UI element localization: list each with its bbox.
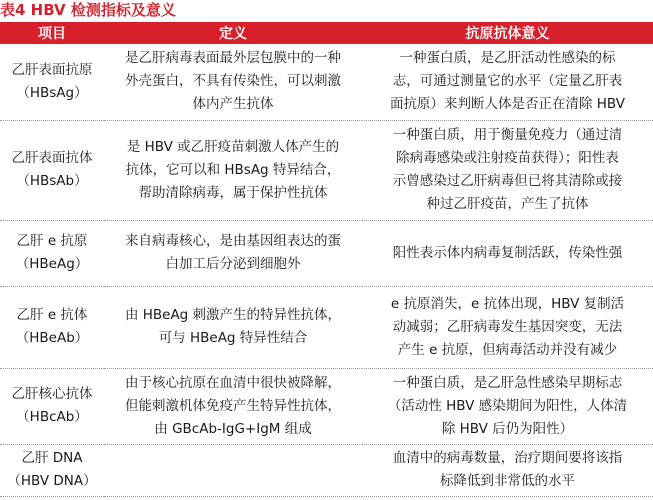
definition-line: 是 HBV 或乙肝疫苗刺激人体产生的 [126, 138, 340, 155]
table-caption: 表4 HBV 检测指标及意义 [0, 1, 176, 19]
item-line: 乙肝表面抗体 [11, 150, 93, 166]
meaning-line: e 抗原消失，e 抗体出现，HBV 复制活 [390, 295, 625, 312]
cell-definition [104, 444, 362, 496]
cell-definition [104, 44, 362, 120]
cell-item [0, 220, 104, 286]
definition-line: 由于核心抗原在血清中很快被降解， [125, 374, 341, 391]
cell-meaning [362, 220, 653, 286]
cell-meaning [362, 444, 653, 496]
meaning-line: 一种蛋白质，用于衡量免疫力（通过清 [392, 127, 623, 143]
definition-line: 体内产生抗体 [192, 96, 274, 113]
meaning-line: 志，可通过测量它的水平（定量乙肝表 [392, 73, 623, 90]
table-row [0, 444, 653, 496]
table-row [0, 286, 653, 368]
definition-line: 由 GBcAb-IgG+IgM 组成 [154, 420, 312, 437]
cell-item [0, 368, 104, 444]
cell-meaning [362, 120, 653, 220]
item-line: （HBV DNA） [7, 473, 97, 489]
definition-line: 来自病毒核心，是由基因组表达的蛋 [125, 233, 341, 249]
table-row [0, 368, 653, 444]
definition-line: 是乙肝病毒表面最外层包膜中的一种 [125, 50, 341, 67]
meaning-line: 一种蛋白质，是乙肝急性感染早期标志 [392, 374, 623, 391]
table-row [0, 220, 653, 286]
definition-line: 由 HBeAg 刺激产生的特异性抗体， [124, 307, 342, 323]
meaning-line: 面抗原）来判断人体是否正在清除 HBV [389, 96, 626, 113]
header-row [0, 22, 653, 44]
definition-line: 帮助清除病毒，属于保护性抗体 [138, 184, 328, 201]
meaning-line: 种过乙肝疫苗，产生了抗体 [426, 196, 589, 212]
item-line: （HBcAb） [16, 409, 88, 425]
item-line: 乙肝 e 抗体 [16, 307, 88, 323]
meaning-line: 产生 e 抗原，但病毒活动并没有减少 [397, 341, 618, 358]
definition-line: 可与 HBeAg 特异性结合 [158, 330, 308, 346]
cell-meaning [362, 286, 653, 368]
cell-item [0, 286, 104, 368]
header-definition: 定义 [104, 22, 362, 44]
cell-definition [104, 368, 362, 444]
definition-line: 抗体，它可以和 HBsAg 特异结合， [125, 161, 341, 178]
meaning-line: 示曾感染过乙肝病毒但已将其清除或接 [392, 173, 623, 189]
item-line: 乙肝 e 抗原 [16, 233, 88, 249]
header-item: 项目 [0, 22, 104, 44]
hbv-markers-table [0, 22, 653, 497]
cell-meaning [362, 44, 653, 120]
cell-definition [104, 120, 362, 220]
item-line: 乙肝 DNA [21, 450, 83, 466]
cell-meaning [362, 368, 653, 444]
cell-definition [104, 220, 362, 286]
meaning-line: 动减弱；乙肝病毒发生基因突变，无法 [392, 318, 623, 335]
cell-item [0, 44, 104, 120]
item-line: （HBeAg） [15, 256, 89, 272]
meaning-line: 阳性表示体内病毒复制活跃，传染性强 [392, 244, 623, 261]
meaning-line: 一种蛋白质，是乙肝活动性感染的标 [399, 50, 616, 67]
table-row [0, 120, 653, 220]
meaning-line: 除病毒感染或注射疫苗获得）；阳性表 [396, 150, 619, 166]
cell-item [0, 444, 104, 496]
definition-line: 白加工后分泌到细胞外 [165, 256, 301, 272]
item-line: （HBsAb） [16, 173, 88, 189]
definition-line: 外壳蛋白，不具有传染性，可以刺激 [125, 73, 341, 90]
item-line: （HBsAg） [16, 84, 88, 101]
table-row [0, 44, 653, 120]
meaning-line: （活动性 HBV 感染期间为阳性，人体清 [387, 397, 628, 414]
meaning-line: 除 HBV 后仍为阳性） [441, 420, 574, 437]
item-line: 乙肝表面抗原 [11, 61, 93, 78]
item-line: （HBeAb） [15, 330, 89, 346]
cell-definition [104, 286, 362, 368]
item-line: 乙肝核心抗体 [11, 386, 93, 402]
meaning-line: 标降低到非常低的水平 [440, 473, 575, 489]
header-meaning: 抗原抗体意义 [362, 22, 653, 44]
definition-line: 但能刺激机体免疫产生特异性抗体， [125, 397, 341, 414]
cell-item [0, 120, 104, 220]
meaning-line: 血清中的病毒数量，治疗期间要将该指 [392, 450, 623, 466]
